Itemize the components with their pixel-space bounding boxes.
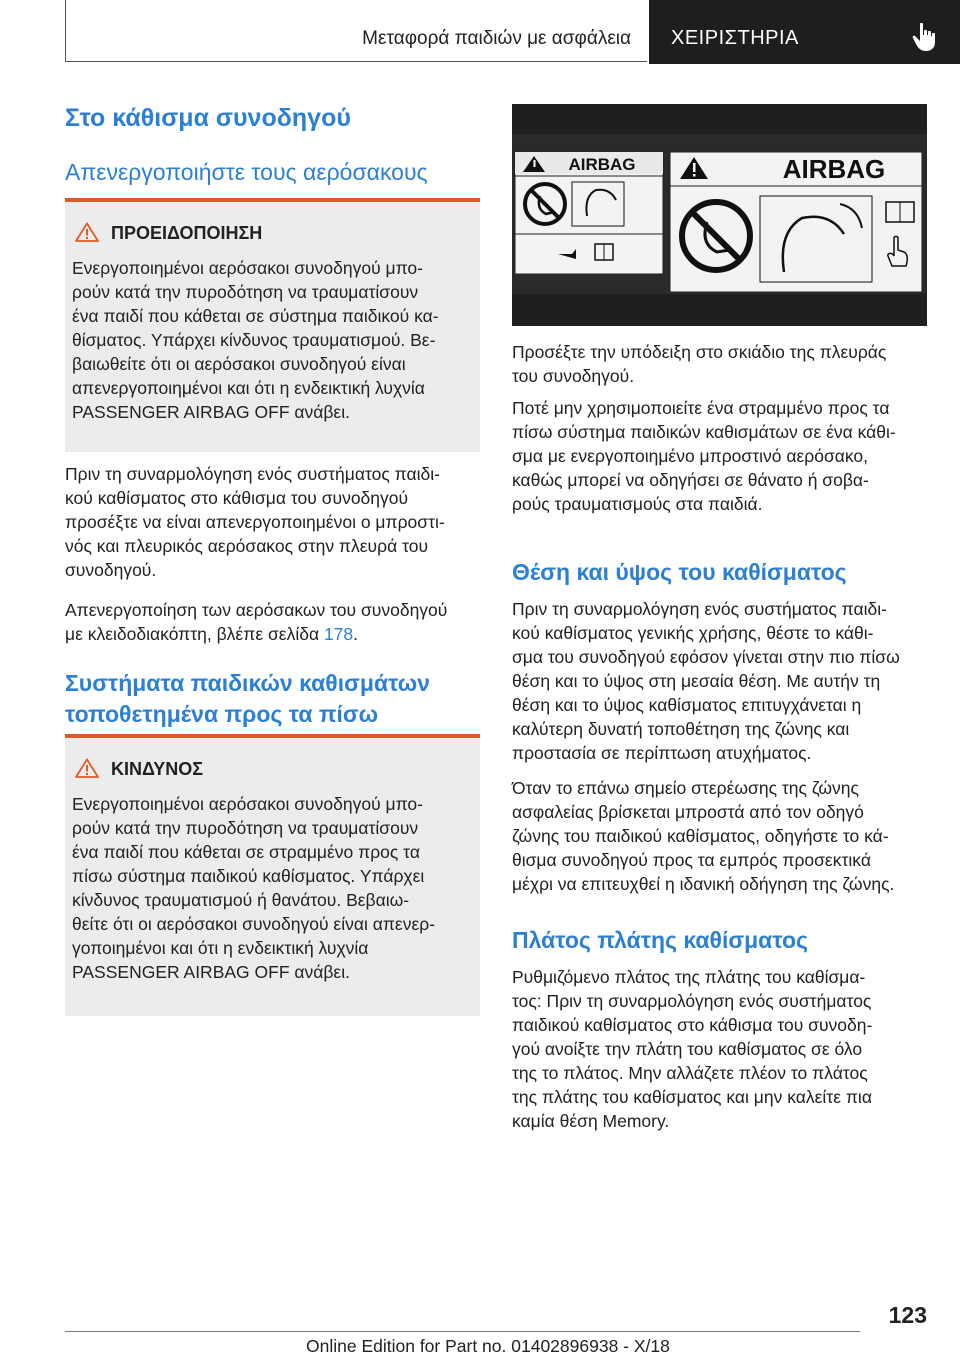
- text-line: τος: Πριν τη συναρμολόγηση ενός συστήματος: [512, 991, 872, 1011]
- danger-heading: [75, 758, 203, 780]
- large-airbag-label: [670, 152, 922, 292]
- warning-triangle-icon: [75, 758, 99, 778]
- text-line: κού καθίσματος γενικής χρήσης, θέστε το κάθι-: [512, 623, 874, 643]
- danger-label: ΚΙΝΔΥΝΟΣ: [111, 759, 204, 779]
- warning-line: ένα παιδί που κάθεται σε σύστημα παιδικού κα-: [72, 306, 439, 326]
- text-line: θισμα συνοδηγού προς τα εμπρός προσεκτικά: [512, 850, 871, 870]
- text-line: Όταν το επάνω σημείο στερέωσης της ζώνης: [512, 778, 859, 798]
- section-subtitle: Απενεργοποιήστε τους αερόσακους: [65, 159, 428, 185]
- warning-line: απενεργοποιημένοι και ότι η ενδεικτική λυχνία: [72, 378, 425, 398]
- text-span: με κλειδοδιακόπτη, βλέπε σελίδα: [65, 624, 324, 644]
- text-line: συνοδηγού.: [65, 560, 157, 580]
- heading-line: τοποθετημένα προς τα πίσω: [65, 701, 379, 727]
- large-airbag-text: AIRBAG: [782, 154, 886, 184]
- danger-line: Ενεργοποιημένοι αερόσακοι συνοδηγού μπο-: [72, 794, 423, 814]
- section-heading: Θέση και ύψος του καθίσματος: [512, 559, 847, 585]
- header-section-title: Μεταφορά παιδιών με ασφάλεια: [362, 28, 631, 49]
- body-paragraph: [512, 776, 927, 896]
- header-chapter-title: ΧΕΙΡΙΣΤΗΡΙΑ: [671, 27, 799, 49]
- text-line: Πριν τη συναρμολόγηση ενός συστήματος παιδι-: [512, 599, 887, 619]
- text-line: σμα του συνοδηγού εφόσον γίνεται στην πιο πίσω: [512, 647, 900, 667]
- text-span: .: [353, 624, 359, 644]
- text-line: Προσέξτε την υπόδειξη στο σκιάδιο της πλευράς: [512, 342, 887, 362]
- danger-line: θείτε ότι οι αερόσακοι συνοδηγού είναι απενερ-: [72, 914, 436, 934]
- text-line: γού ανοίξτε την πλάτη του καθίσματος σε όλο: [512, 1039, 863, 1059]
- danger-line: ένα παιδί που κάθεται σε στραμμένο προς τα: [72, 842, 420, 862]
- text-line: παιδικού καθίσματος στο κάθισμα του συνοδη-: [512, 1015, 873, 1035]
- text-line: θέση και το ύψος στη μεσαία θέση. Με αυτήν τη: [512, 671, 881, 691]
- text-line: ρούς τραυματισμούς στα παιδιά.: [512, 494, 763, 514]
- airbag-label-photo: [512, 104, 927, 326]
- text-line: κού καθίσματος στο κάθισμα του συνοδηγού: [65, 488, 409, 508]
- warning-box: [65, 198, 480, 452]
- text-line: της το πλάτος. Μην αλλάζετε πλέον το πλάτος: [512, 1063, 868, 1083]
- hand-pointer-icon: [911, 22, 939, 52]
- text-line: νός και πλευρικός αερόσακος στην πλευρά του: [65, 536, 429, 556]
- warning-line: PASSENGER AIRBAG OFF ανάβει.: [72, 402, 350, 422]
- text-line: του συνοδηγού.: [512, 366, 635, 386]
- page-header: [65, 0, 960, 64]
- body-paragraph: [512, 965, 927, 1133]
- danger-line: κίνδυνος τραυματισμού ή θανάτου. Βεβαιω-: [72, 890, 410, 910]
- danger-line: πίσω σύστημα παιδικού καθίσματος. Υπάρχει: [72, 866, 425, 886]
- warning-text: [72, 256, 477, 424]
- danger-line: PASSENGER AIRBAG OFF ανάβει.: [72, 962, 350, 982]
- body-paragraph: [65, 598, 480, 646]
- text-line: σμα με ενεργοποιημένο μπροστινό αερόσακο,: [512, 446, 869, 466]
- warning-line: Ενεργοποιημένοι αερόσακοι συνοδηγού μπο-: [72, 258, 423, 278]
- header-section-tab: [65, 0, 647, 62]
- footer-divider: [65, 1331, 860, 1332]
- warning-line: ρούν κατά την πυροδότηση να τραυματίσουν: [72, 282, 419, 302]
- footer-edition-text: Online Edition for Part no. 01402896938 - X/18: [306, 1336, 670, 1356]
- warning-label: ΠΡΟΕΙΔΟΠΟΙΗΣΗ: [111, 223, 263, 243]
- section-heading: [65, 668, 480, 730]
- body-paragraph: [65, 462, 480, 582]
- small-airbag-text: AIRBAG: [568, 155, 636, 174]
- text-line: καμία θέση Memory.: [512, 1111, 670, 1131]
- warning-line: θίσματος. Υπάρχει κίνδυνος τραυματισμού. Βε-: [72, 330, 436, 350]
- page-reference-link[interactable]: 178: [323, 624, 354, 644]
- text-line: Απενεργοποίηση των αερόσακων του συνοδηγού: [65, 600, 448, 620]
- text-line: Πριν τη συναρμολόγηση ενός συστήματος παιδι-: [65, 464, 440, 484]
- text-line: προστασία σε περίπτωση ατυχήματος.: [512, 743, 812, 763]
- danger-line: ρούν κατά την πυροδότηση να τραυματίσουν: [72, 818, 419, 838]
- body-paragraph: [512, 396, 927, 516]
- danger-box: [65, 734, 480, 1016]
- text-line: μέχρι να επιτευχθεί η ιδανική οδήγηση της ζώνης.: [512, 874, 895, 894]
- danger-line: γοποιημένοι και ότι η ενδεικτική λυχνία: [72, 938, 369, 958]
- text-line: της πλάτης του καθίσματος και μην καλείτε πια: [512, 1087, 872, 1107]
- warning-heading: [75, 222, 262, 244]
- warning-triangle-icon: [75, 222, 99, 242]
- text-line: Ρυθμιζόμενο πλάτος της πλάτης του καθίσμα-: [512, 967, 866, 987]
- warning-line: βαιωθείτε ότι οι αερόσακοι συνοδηγού είναι: [72, 354, 406, 374]
- danger-text: [72, 792, 477, 984]
- text-line: καλύτερη δυνατή τοποθέτηση της ζώνης και: [512, 719, 850, 739]
- airbag-label-illustration: [512, 104, 927, 326]
- section-heading: Πλάτος πλάτης καθίσματος: [512, 927, 808, 953]
- header-chapter-tab: [649, 0, 960, 64]
- text-line: προσέξτε να είναι απενεργοποιημένοι ο μπροστι-: [65, 512, 445, 532]
- text-line: καθώς μπορεί να οδηγήσει σε θάνατο ή σοβα-: [512, 470, 869, 490]
- small-airbag-label: [515, 152, 663, 274]
- text-line: ζώνης του παιδικού καθίσματος, οδηγήστε το κά-: [512, 826, 889, 846]
- text-line: ασφαλείας βρίσκεται μπροστά από τον οδηγό: [512, 802, 864, 822]
- body-paragraph: [512, 340, 927, 388]
- heading-line: Συστήματα παιδικών καθισμάτων: [65, 670, 430, 696]
- page-title: Στο κάθισμα συνοδηγού: [65, 104, 351, 132]
- body-paragraph: [512, 597, 927, 765]
- page-number: 123: [888, 1302, 927, 1328]
- text-line: θέση και το ύψος καθίσματος επιτυγχάνεται η: [512, 695, 862, 715]
- text-line: [65, 622, 480, 646]
- text-line: πίσω σύστημα παιδικών καθισμάτων σε ένα κάθι-: [512, 422, 896, 442]
- text-line: Ποτέ μην χρησιμοποιείτε ένα στραμμένο προς τα: [512, 398, 890, 418]
